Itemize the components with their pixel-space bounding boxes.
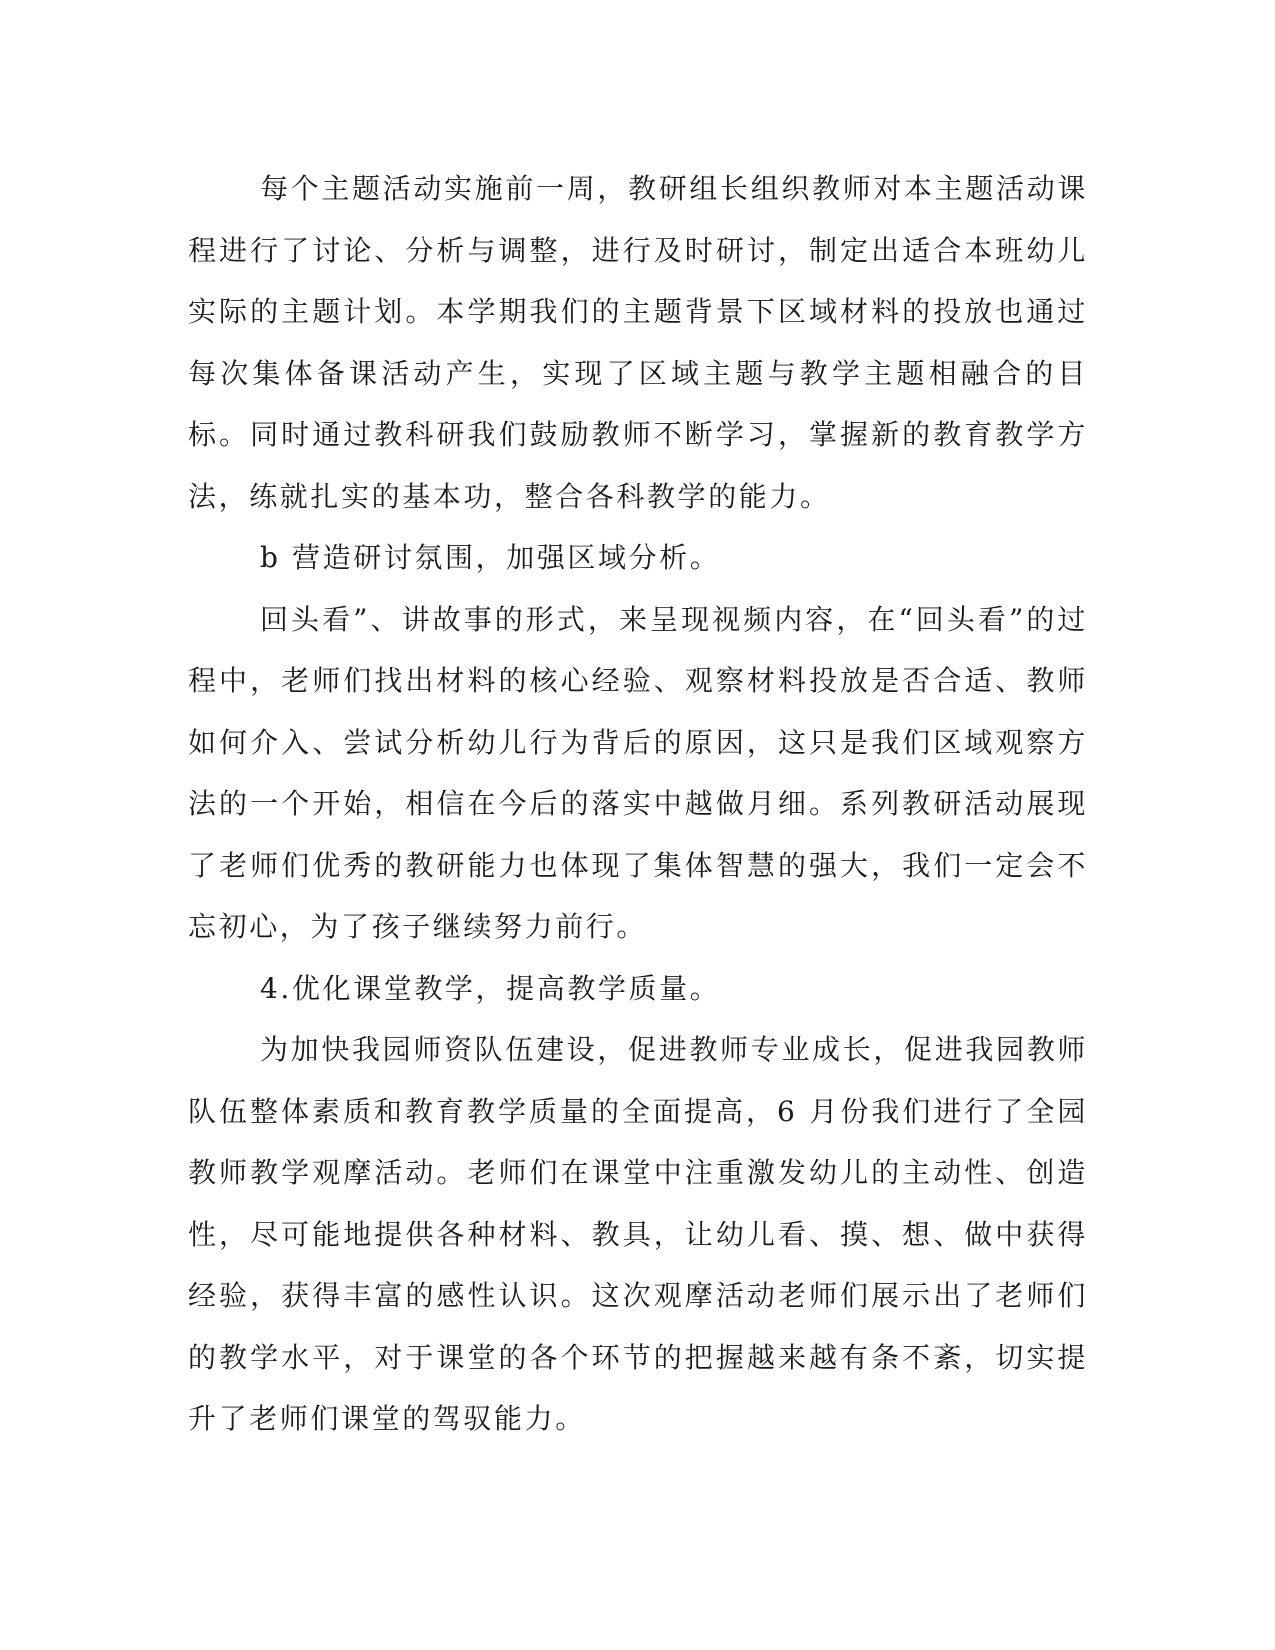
paragraph-heading-research-atmosphere: b 营造研讨氛围，加强区域分析。 <box>260 541 721 574</box>
paragraph-heading-classroom-teaching: 4.优化课堂教学，提高教学质量。 <box>260 971 721 1005</box>
paragraph-teaching-observation: 为加快我园师资队伍建设，促进教师专业成长，促进我园教师队伍整体素质和教育教学质量的全面提高，6 月份我们进行了全园教师教学观摩活动。老师们在课堂中注重激发幼儿的主动性、创造性，尽可能地提供各种材料、教具，让幼儿看、摸、想、做中获得经验，获得丰富的感性认识。这次观摩活动老师们展示出了老师们的教学水平，对于课堂的各个环节的把握越来越有条不紊，切实提升了老师们课堂的驾驭能力。 <box>188 1033 1088 1435</box>
paragraph-theme-planning: 每个主题活动实施前一周，教研组长组织教师对本主题活动课程进行了讨论、分析与调整，进行及时研讨，制定出适合本班幼儿实际的主题计划。本学期我们的主题背景下区域材料的投放也通过每次集体备课活动产生，实现了区域主题与教学主题相融合的目标。同时通过教科研我们鼓励教师不断学习，掌握新的教育教学方法，练就扎实的基本功，整合各科教学的能力。 <box>188 172 1088 513</box>
document-body <box>188 158 1088 1450</box>
paragraph-look-back-review: 回头看”、讲故事的形式，来呈现视频内容，在“回头看”的过程中，老师们找出材料的核心经验、观察材料投放是否合适、教师如何介入、尝试分析幼儿行为背后的原因，这只是我们区域观察方法的一个开始，相信在今后的落实中越做月细。系列教研活动展现了老师们优秀的教研能力也体现了集体智慧的强大，我们一定会不忘初心，为了孩子继续努力前行。 <box>188 602 1088 943</box>
